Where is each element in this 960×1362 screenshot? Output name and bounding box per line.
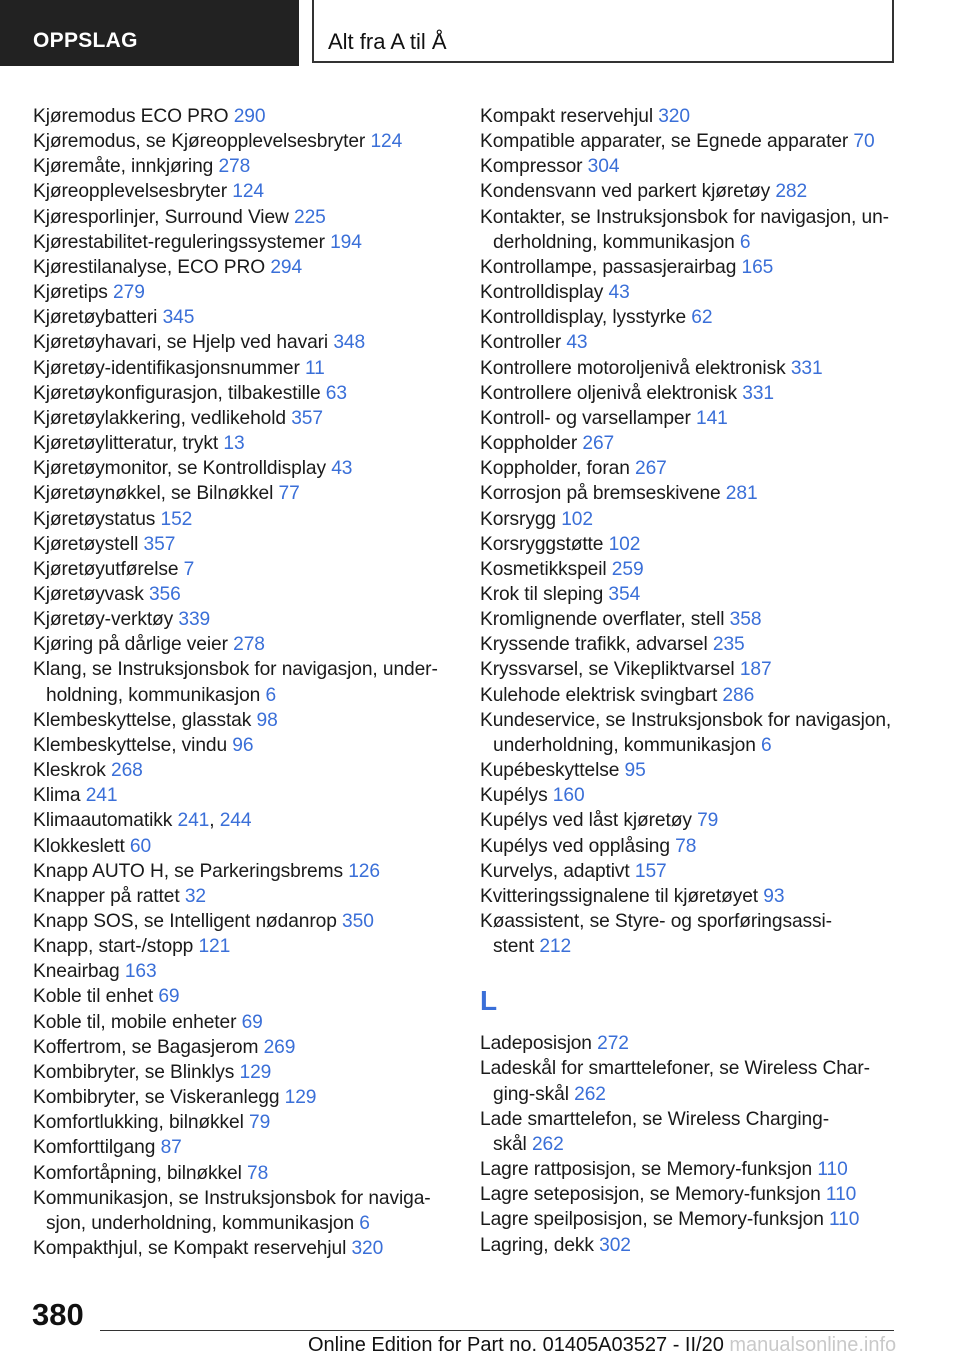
index-term: Kontakter, se Instruksjonsbok for navigasjon, un- xyxy=(480,206,889,228)
index-term: Kompatible apparater, se Egnede apparater xyxy=(480,131,849,153)
index-term: Kjørestabilitet-reguleringssystemer xyxy=(33,231,325,253)
index-entry xyxy=(480,683,920,708)
index-term: Lagre speilposisjon, se Memory-funksjon xyxy=(480,1209,824,1231)
index-term: Kjøretøykonfigurasjon, tilbakestille xyxy=(33,382,321,404)
page-reference-link[interactable]: 129 xyxy=(284,1087,317,1109)
index-entry xyxy=(33,1010,453,1035)
page-reference-link[interactable]: 6 xyxy=(265,684,277,706)
index-term: Køassistent, se Styre- og sporføringsassi- xyxy=(480,911,832,932)
index-term: Kjøretøyvask xyxy=(33,583,144,605)
index-entry xyxy=(33,507,453,532)
index-term: Kontroller xyxy=(480,332,562,354)
index-term-continuation: stent xyxy=(493,936,535,958)
index-entry xyxy=(33,205,453,230)
page-reference-link[interactable]: 304 xyxy=(587,156,620,178)
page-reference-link[interactable]: 152 xyxy=(160,508,193,530)
page-reference-link[interactable]: 102 xyxy=(608,533,641,555)
index-term: Lade smarttelefon, se Wireless Charging- xyxy=(480,1108,829,1130)
page-reference-link[interactable]: 212 xyxy=(539,936,572,958)
index-entry xyxy=(480,330,920,355)
index-term: Kjøring på dårlige veier xyxy=(33,634,228,656)
index-entry xyxy=(33,330,453,355)
page-reference-link[interactable]: 348 xyxy=(333,332,366,354)
index-term: Klima xyxy=(33,785,81,807)
index-term: Kjøretøymonitor, se Kontrolldisplay xyxy=(33,458,326,480)
index-entry xyxy=(480,657,920,682)
index-entry xyxy=(480,305,920,330)
index-entry xyxy=(480,632,920,657)
index-term: Kombibryter, se Viskeranlegg xyxy=(33,1087,280,1109)
page-reference-link[interactable]: 320 xyxy=(658,106,690,127)
index-entry xyxy=(33,532,453,557)
index-term: Kjøretøyhavari, se Hjelp ved havari xyxy=(33,332,329,354)
index-term-continuation: sjon, underholdning, kommunikasjon xyxy=(46,1212,355,1234)
page-reference-link[interactable]: 78 xyxy=(247,1162,269,1184)
page-reference-link[interactable]: 259 xyxy=(611,558,644,580)
page-reference-link[interactable]: 345 xyxy=(162,307,195,329)
index-entry xyxy=(33,909,453,934)
index-term: Knapper på rattet xyxy=(33,885,180,907)
index-term: Kjøretøystatus xyxy=(33,508,156,530)
index-term: Kontrollere oljenivå elektronisk xyxy=(480,382,738,404)
page-reference-link[interactable]: 339 xyxy=(178,609,211,631)
index-term: Kryssende trafikk, advarsel xyxy=(480,634,708,656)
index-term: Klembeskyttelse, glasstak xyxy=(33,709,252,731)
index-entry xyxy=(33,632,453,657)
page-reference-link[interactable]: 60 xyxy=(129,835,152,857)
section-spacer xyxy=(480,1016,920,1031)
index-entry xyxy=(33,758,453,783)
footer-edition: Online Edition for Part no. 01405A03527 - II/20 xyxy=(308,1334,724,1356)
page-reference-link[interactable]: 165 xyxy=(741,256,774,278)
index-term: Kontrollere motoroljenivå elektronisk xyxy=(480,357,786,379)
index-term: Ladeposisjon xyxy=(480,1033,592,1055)
page-reference-link[interactable]: 63 xyxy=(325,382,347,404)
page-reference-link[interactable]: 124 xyxy=(370,131,403,153)
index-term: Kontrollampe, passasjerairbag xyxy=(480,256,737,278)
index-term-continuation: skål xyxy=(493,1133,527,1155)
index-term: Kjøremåte, innkjøring xyxy=(33,156,214,178)
index-entry xyxy=(480,783,920,808)
page-number: 380 xyxy=(32,1297,84,1332)
index-entry xyxy=(480,356,920,381)
page-reference-link[interactable]: 187 xyxy=(739,659,772,681)
index-entry xyxy=(33,154,453,179)
page-reference-link[interactable]: 160 xyxy=(552,785,585,807)
index-entry xyxy=(33,557,453,582)
index-section-letter: L xyxy=(480,985,498,1017)
index-entry xyxy=(33,305,453,330)
index-term: Kontrolldisplay xyxy=(480,282,604,304)
index-entry xyxy=(480,1182,920,1207)
page-reference-link[interactable]: 69 xyxy=(241,1011,263,1033)
index-term: Knapp AUTO H, se Parkeringsbrems xyxy=(33,860,343,882)
page-reference-link[interactable]: 331 xyxy=(790,357,823,379)
index-term: Kjøretøylitteratur, trykt xyxy=(33,433,219,455)
page-reference-link[interactable]: 262 xyxy=(531,1133,564,1155)
index-entry xyxy=(33,255,453,280)
index-entry xyxy=(480,481,920,506)
index-term: Klimaautomatikk xyxy=(33,810,173,832)
index-entry xyxy=(480,557,920,582)
page-reference-link[interactable]: 6 xyxy=(761,734,772,756)
index-entry xyxy=(33,859,453,884)
index-entry xyxy=(33,381,453,406)
index-term: Kjøretøy-identifikasjonsnummer xyxy=(33,357,300,379)
index-term: Kjøretøy-verktøy xyxy=(33,609,174,631)
index-entry xyxy=(480,808,920,833)
index-column-right xyxy=(480,104,920,1258)
page-reference-link[interactable]: 43 xyxy=(608,282,630,304)
index-entry xyxy=(33,1161,453,1186)
index-term: Kurvelys, adaptivt xyxy=(480,860,630,882)
page-reference-link[interactable]: 110 xyxy=(817,1159,848,1181)
page-reference-link[interactable]: 241 xyxy=(177,810,210,832)
index-entry xyxy=(480,758,920,783)
index-term: Kjøretøystell xyxy=(33,533,139,555)
index-entry xyxy=(33,406,453,431)
index-entry xyxy=(33,657,453,707)
index-entry xyxy=(480,607,920,632)
page-reference-link[interactable]: 354 xyxy=(608,583,641,605)
page-reference-link[interactable]: 320 xyxy=(351,1238,384,1260)
page-reference-link[interactable]: 110 xyxy=(825,1184,857,1206)
index-entry xyxy=(33,104,453,129)
page-reference-link[interactable]: 121 xyxy=(198,936,231,958)
chapter-title: Alt fra A til Å xyxy=(312,0,894,63)
page-reference-link[interactable]: 69 xyxy=(158,986,180,1008)
page-reference-link[interactable]: 70 xyxy=(853,131,875,153)
page-reference-link[interactable]: 96 xyxy=(232,734,254,756)
index-entry xyxy=(33,456,453,481)
page-reference-link[interactable]: 267 xyxy=(582,433,615,455)
index-term: Kjøretøylakkering, vedlikehold xyxy=(33,407,286,429)
page-reference-link[interactable]: 62 xyxy=(691,307,713,329)
index-entry xyxy=(33,1085,453,1110)
page-reference-link[interactable]: 7 xyxy=(183,558,195,580)
index-entry xyxy=(33,733,453,758)
index-entry xyxy=(33,582,453,607)
page-reference-link[interactable]: 157 xyxy=(634,860,667,882)
index-term: Kundeservice, se Instruksjonsbok for navigasjon, xyxy=(480,709,892,731)
index-entry xyxy=(33,884,453,909)
index-term: Kjøreopplevelsesbryter xyxy=(33,181,228,203)
page-reference-link[interactable]: 294 xyxy=(270,256,303,278)
index-term: Komfortlukking, bilnøkkel xyxy=(33,1112,244,1134)
index-entry xyxy=(33,1135,453,1160)
index-entry xyxy=(480,205,920,255)
index-term: Kombibryter, se Blinklys xyxy=(33,1061,235,1083)
index-entry xyxy=(33,280,453,305)
index-term: Kondensvann ved parkert kjøretøy xyxy=(480,181,771,203)
index-entry xyxy=(480,884,920,909)
index-entry xyxy=(480,255,920,280)
index-entry xyxy=(33,1060,453,1085)
index-term-continuation: underholdning, kommunikasjon xyxy=(493,734,756,756)
index-entry xyxy=(480,582,920,607)
index-entry xyxy=(480,406,920,431)
index-term: Kommunikasjon, se Instruksjonsbok for naviga- xyxy=(33,1187,431,1209)
index-term: Kupébeskyttelse xyxy=(480,760,620,782)
index-term: Kosmetikkspeil xyxy=(480,558,607,580)
index-entry xyxy=(480,1056,920,1106)
index-entry xyxy=(33,783,453,808)
index-term: Korsrygg xyxy=(480,508,556,530)
index-term: Koble til, mobile enheter xyxy=(33,1011,237,1033)
index-entry xyxy=(480,381,920,406)
page-reference-link[interactable]: 124 xyxy=(232,181,264,203)
page-reference-link[interactable]: 95 xyxy=(624,760,646,782)
index-term: Kupélys ved opplåsing xyxy=(480,835,670,857)
index-entry xyxy=(480,280,920,305)
page-reference-link[interactable]: 244 xyxy=(219,810,252,832)
index-term: Kleskrok xyxy=(33,760,106,782)
page-reference-link[interactable]: 43 xyxy=(566,332,588,354)
index-term-continuation: holdning, kommunikasjon xyxy=(46,684,261,706)
index-term: Korrosjon på bremseskivene xyxy=(480,483,721,505)
page-reference-link[interactable]: 141 xyxy=(696,407,728,429)
page-reference-link[interactable]: 358 xyxy=(729,609,762,631)
page-reference-link[interactable]: 286 xyxy=(722,684,755,706)
index-entry xyxy=(480,1233,920,1258)
index-term: Kjørestilanalyse, ECO PRO xyxy=(33,256,266,278)
page-reference-link[interactable]: 356 xyxy=(148,583,181,605)
index-term: Kjøretøynøkkel, se Bilnøkkel xyxy=(33,483,274,505)
index-term: Knapp SOS, se Intelligent nødanrop xyxy=(33,911,337,932)
index-term: Kjøretips xyxy=(33,282,108,304)
index-term: Kompakthjul, se Kompakt reservehjul xyxy=(33,1238,347,1260)
page-reference-link[interactable]: 302 xyxy=(599,1234,631,1256)
index-entry xyxy=(33,356,453,381)
page-reference-link[interactable]: 110 xyxy=(829,1209,860,1231)
index-term-continuation: derholdning, kommunikasjon xyxy=(493,231,735,253)
page-reference-link[interactable]: 98 xyxy=(256,709,278,731)
index-term: Lagre seteposisjon, se Memory-funksjon xyxy=(480,1184,821,1206)
index-term: Koffertrom, se Bagasjerom xyxy=(33,1036,259,1058)
page-reference-link[interactable]: 357 xyxy=(291,407,323,429)
index-entry xyxy=(33,1236,453,1261)
page-reference-link[interactable]: 278 xyxy=(218,156,251,178)
index-term: Korsryggstøtte xyxy=(480,533,604,555)
index-term: Kjøremodus ECO PRO xyxy=(33,106,229,127)
page-reference-link[interactable]: 13 xyxy=(223,433,245,455)
watermark: manualsonline.info xyxy=(723,1334,897,1356)
index-term-continuation: ging-skål xyxy=(493,1083,569,1105)
footer xyxy=(308,1334,960,1357)
index-entry xyxy=(480,909,920,959)
page-reference-link[interactable]: 350 xyxy=(342,911,374,932)
page-reference-link[interactable]: 281 xyxy=(725,483,758,505)
page-reference-link[interactable]: 357 xyxy=(143,533,176,555)
index-entry xyxy=(33,431,453,456)
page-reference-link[interactable]: 235 xyxy=(712,634,745,656)
index-entry xyxy=(480,708,920,758)
index-column-left xyxy=(33,104,453,1261)
index-term: Klokkeslett xyxy=(33,835,125,857)
footer-divider xyxy=(100,1330,894,1331)
index-term: Kulehode elektrisk svingbart xyxy=(480,684,718,706)
index-term: Kjøremodus, se Kjøreopplevelsesbryter xyxy=(33,131,366,153)
index-term: Kupélys xyxy=(480,785,548,807)
page-reference-link[interactable]: 102 xyxy=(561,508,593,530)
index-entry xyxy=(33,708,453,733)
index-entry xyxy=(480,129,920,154)
index-term: Klang, se Instruksjonsbok for navigasjon, under- xyxy=(33,659,438,681)
index-entry xyxy=(480,532,920,557)
index-entry xyxy=(480,179,920,204)
index-term: Kontroll- og varsellamper xyxy=(480,407,691,429)
page-reference-link[interactable]: 331 xyxy=(742,382,774,404)
page-reference-link[interactable]: 268 xyxy=(111,760,143,782)
index-term: Kjøretøybatteri xyxy=(33,307,158,329)
index-entry xyxy=(33,1110,453,1135)
index-term: Koppholder, foran xyxy=(480,458,630,480)
index-entry xyxy=(480,1157,920,1182)
page-reference-link[interactable]: 262 xyxy=(574,1083,606,1105)
page-reference-link[interactable]: 77 xyxy=(278,483,300,505)
index-entry xyxy=(480,154,920,179)
index-term: Kryssvarsel, se Vikepliktvarsel xyxy=(480,659,735,681)
index-term: Kompakt reservehjul xyxy=(480,106,653,127)
index-term: Komfortåpning, bilnøkkel xyxy=(33,1162,242,1184)
page-reference-link[interactable]: 272 xyxy=(597,1033,629,1055)
index-entry xyxy=(480,1207,920,1232)
page-reference-link[interactable]: 126 xyxy=(348,860,380,882)
page-reference-link[interactable]: 6 xyxy=(359,1212,370,1234)
index-entry xyxy=(33,230,453,255)
section-tab[interactable]: OPPSLAG xyxy=(0,0,299,66)
index-term: Kjøretøyutførelse xyxy=(33,558,179,580)
page-reference-link[interactable]: 93 xyxy=(763,885,785,907)
index-entry xyxy=(480,1031,920,1056)
index-term: Knapp, start-/stopp xyxy=(33,936,194,958)
page-reference-link[interactable]: 279 xyxy=(113,282,145,304)
index-term: Kupélys ved låst kjøretøy xyxy=(480,810,692,832)
index-term: Krok til sleping xyxy=(480,583,604,605)
index-term: Lagre rattposisjon, se Memory-funksjon xyxy=(480,1159,813,1181)
index-term: Kvitteringssignalene til kjøretøyet xyxy=(480,885,759,907)
index-term: Kontrolldisplay, lysstyrke xyxy=(480,307,687,329)
index-entry xyxy=(480,834,920,859)
index-entry xyxy=(33,1035,453,1060)
index-entry xyxy=(33,934,453,959)
index-term: Kneairbag xyxy=(33,961,120,983)
page-reference-link[interactable]: 78 xyxy=(675,835,697,857)
index-entry xyxy=(33,129,453,154)
page-reference-link[interactable]: 32 xyxy=(184,885,206,907)
page-reference-link[interactable]: 6 xyxy=(739,231,751,253)
page-reference-link[interactable]: 129 xyxy=(239,1061,272,1083)
index-entry xyxy=(33,1186,453,1236)
page-reference-link[interactable]: 87 xyxy=(160,1137,182,1159)
page-reference-link[interactable]: 241 xyxy=(85,785,118,807)
index-entry xyxy=(33,607,453,632)
index-entry xyxy=(33,959,453,984)
page-reference-link[interactable]: 79 xyxy=(697,810,719,832)
page-reference-link[interactable]: 43 xyxy=(331,458,353,480)
index-entry xyxy=(480,859,920,884)
index-entry xyxy=(33,481,453,506)
index-entry xyxy=(480,1107,920,1157)
page-reference-link[interactable]: 282 xyxy=(775,181,808,203)
index-entry xyxy=(33,179,453,204)
index-term: Koble til enhet xyxy=(33,986,154,1008)
page-reference-link[interactable]: 11 xyxy=(305,357,325,379)
page-reference-link[interactable]: 163 xyxy=(124,961,157,983)
index-entry xyxy=(480,507,920,532)
page-reference-link[interactable]: 290 xyxy=(233,106,266,127)
index-term: Kompressor xyxy=(480,156,583,178)
page-reference-link[interactable]: 79 xyxy=(249,1112,271,1134)
index-term: Kjøresporlinjer, Surround View xyxy=(33,206,289,228)
index-entry xyxy=(480,431,920,456)
index-term: Koppholder xyxy=(480,433,578,455)
index-entry xyxy=(33,984,453,1009)
page-reference-link[interactable]: 278 xyxy=(233,634,265,656)
index-term: Kromlignende overflater, stell xyxy=(480,609,725,631)
index-term: Ladeskål for smarttelefoner, se Wireless Char- xyxy=(480,1058,870,1080)
index-entry xyxy=(480,104,920,129)
page-reference-link[interactable]: 267 xyxy=(635,458,667,480)
page-reference-link[interactable]: 194 xyxy=(330,231,362,253)
index-entry: Klimaautomatikk 241, 244 xyxy=(33,810,252,832)
index-entry xyxy=(33,834,453,859)
index-entry xyxy=(480,456,920,481)
page-header xyxy=(0,0,960,66)
page-reference-link[interactable]: 225 xyxy=(294,206,326,228)
index-term: Lagring, dekk xyxy=(480,1234,594,1256)
page-reference-link[interactable]: 269 xyxy=(263,1036,296,1058)
index-term: Klembeskyttelse, vindu xyxy=(33,734,228,756)
index-term: Komforttilgang xyxy=(33,1137,156,1159)
